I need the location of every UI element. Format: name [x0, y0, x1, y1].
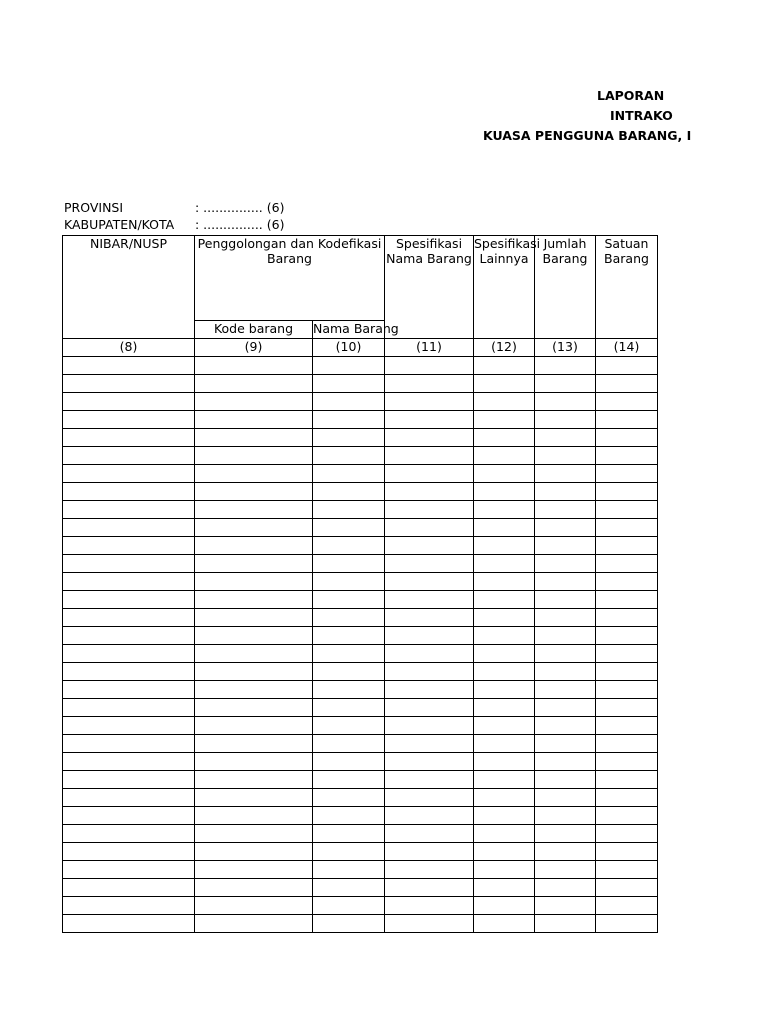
table-cell[interactable]: [63, 735, 195, 753]
table-cell[interactable]: [474, 879, 535, 897]
table-cell[interactable]: [535, 645, 596, 663]
table-cell[interactable]: [596, 843, 658, 861]
table-cell[interactable]: [63, 429, 195, 447]
table-cell[interactable]: [474, 501, 535, 519]
table-cell[interactable]: [385, 411, 474, 429]
table-cell[interactable]: [313, 915, 385, 933]
table-cell[interactable]: [63, 753, 195, 771]
table-cell[interactable]: [474, 717, 535, 735]
kabupaten-label: KABUPATEN/KOTA: [64, 217, 175, 232]
table-cell[interactable]: [195, 393, 313, 411]
table-row: [63, 771, 658, 789]
table-cell[interactable]: [313, 483, 385, 501]
table-row: [63, 447, 658, 465]
table-row: [63, 573, 658, 591]
table-cell[interactable]: [63, 861, 195, 879]
column-number: (9): [195, 339, 313, 357]
table-cell[interactable]: [535, 393, 596, 411]
table-cell[interactable]: [535, 591, 596, 609]
table-cell[interactable]: [63, 501, 195, 519]
table-cell[interactable]: [63, 699, 195, 717]
inventory-table: [62, 235, 658, 933]
table-cell[interactable]: [474, 825, 535, 843]
table-cell[interactable]: [313, 753, 385, 771]
header-jumlah: Jumlah Barang: [535, 236, 596, 339]
table-cell[interactable]: [535, 555, 596, 573]
table-cell[interactable]: [313, 897, 385, 915]
table-cell[interactable]: [195, 537, 313, 555]
table-cell[interactable]: [535, 897, 596, 915]
table-cell[interactable]: [535, 753, 596, 771]
table-cell[interactable]: [385, 915, 474, 933]
table-cell[interactable]: [596, 375, 658, 393]
table-cell[interactable]: [313, 645, 385, 663]
provinsi-label: PROVINSI: [64, 200, 124, 215]
column-number: (8): [63, 339, 195, 357]
table-cell[interactable]: [385, 717, 474, 735]
table-cell[interactable]: [313, 537, 385, 555]
table-cell[interactable]: [596, 825, 658, 843]
column-number: (10): [313, 339, 385, 357]
table-cell[interactable]: [195, 645, 313, 663]
table-cell[interactable]: [385, 879, 474, 897]
table-cell[interactable]: [313, 627, 385, 645]
table-cell[interactable]: [313, 447, 385, 465]
table-row: [63, 537, 658, 555]
table-cell[interactable]: [535, 879, 596, 897]
table-cell[interactable]: [596, 465, 658, 483]
table-cell[interactable]: [535, 699, 596, 717]
table-cell[interactable]: [474, 681, 535, 699]
table-cell[interactable]: [63, 663, 195, 681]
table-row: [63, 843, 658, 861]
table-cell[interactable]: [63, 897, 195, 915]
table-cell[interactable]: [195, 555, 313, 573]
table-cell[interactable]: [474, 555, 535, 573]
table-cell[interactable]: [313, 861, 385, 879]
table-cell[interactable]: [385, 555, 474, 573]
table-cell[interactable]: [535, 915, 596, 933]
table-cell[interactable]: [63, 825, 195, 843]
table-cell[interactable]: [63, 411, 195, 429]
table-cell[interactable]: [596, 447, 658, 465]
table-cell[interactable]: [63, 537, 195, 555]
table-cell[interactable]: [535, 609, 596, 627]
table-cell[interactable]: [313, 807, 385, 825]
table-cell[interactable]: [63, 879, 195, 897]
table-row: [63, 357, 658, 375]
table-cell[interactable]: [63, 573, 195, 591]
table-cell[interactable]: [535, 501, 596, 519]
table-cell[interactable]: [195, 375, 313, 393]
table-cell[interactable]: [195, 411, 313, 429]
table-cell[interactable]: [474, 843, 535, 861]
report-title-line2: INTRAKO: [610, 108, 673, 123]
table-cell[interactable]: [474, 609, 535, 627]
table-cell[interactable]: [474, 393, 535, 411]
header-nibar: NIBAR/NUSP: [63, 236, 195, 339]
table-cell[interactable]: [596, 483, 658, 501]
table-cell[interactable]: [385, 609, 474, 627]
table-cell[interactable]: [474, 663, 535, 681]
table-cell[interactable]: [313, 735, 385, 753]
table-cell[interactable]: [195, 681, 313, 699]
table-cell[interactable]: [385, 843, 474, 861]
table-cell[interactable]: [385, 897, 474, 915]
table-cell[interactable]: [63, 393, 195, 411]
table-cell[interactable]: [596, 357, 658, 375]
report-title-line3: KUASA PENGGUNA BARANG, I: [483, 128, 692, 143]
table-cell[interactable]: [596, 663, 658, 681]
table-cell[interactable]: [474, 771, 535, 789]
table-cell[interactable]: [195, 627, 313, 645]
table-row: [63, 825, 658, 843]
header-row: [63, 236, 658, 321]
table-cell[interactable]: [385, 465, 474, 483]
table-cell[interactable]: [474, 375, 535, 393]
table-cell[interactable]: [313, 789, 385, 807]
table-cell[interactable]: [474, 699, 535, 717]
table-cell[interactable]: [63, 519, 195, 537]
table-cell[interactable]: [535, 429, 596, 447]
table-cell[interactable]: [596, 861, 658, 879]
table-row: [63, 753, 658, 771]
table-cell[interactable]: [313, 717, 385, 735]
table-cell[interactable]: [385, 393, 474, 411]
table-cell[interactable]: [195, 825, 313, 843]
table-cell[interactable]: [474, 465, 535, 483]
table-cell[interactable]: [474, 429, 535, 447]
table-cell[interactable]: [195, 447, 313, 465]
table-cell[interactable]: [385, 771, 474, 789]
table-row: [63, 645, 658, 663]
table-cell[interactable]: [596, 681, 658, 699]
table-cell[interactable]: [474, 897, 535, 915]
table-cell[interactable]: [474, 519, 535, 537]
table-row: [63, 375, 658, 393]
table-cell[interactable]: [535, 717, 596, 735]
table-cell[interactable]: [195, 501, 313, 519]
header-spesifikasi-nama: Spesifikasi Nama Barang: [385, 236, 474, 339]
table-cell[interactable]: [474, 735, 535, 753]
table-row: [63, 627, 658, 645]
table-cell[interactable]: [313, 429, 385, 447]
table-row: [63, 681, 658, 699]
table-cell[interactable]: [313, 663, 385, 681]
table-row: [63, 861, 658, 879]
table-cell[interactable]: [195, 519, 313, 537]
table-cell[interactable]: [63, 483, 195, 501]
header-penggolongan: Penggolongan dan Kodefikasi Barang: [195, 236, 385, 321]
table-cell[interactable]: [195, 735, 313, 753]
table-cell[interactable]: [474, 591, 535, 609]
table-cell[interactable]: [195, 753, 313, 771]
table-cell[interactable]: [596, 411, 658, 429]
table-cell[interactable]: [535, 519, 596, 537]
table-cell[interactable]: [535, 573, 596, 591]
table-cell[interactable]: [535, 357, 596, 375]
table-cell[interactable]: [195, 609, 313, 627]
table-cell[interactable]: [596, 717, 658, 735]
table-cell[interactable]: [535, 627, 596, 645]
table-cell[interactable]: [474, 915, 535, 933]
column-number: (12): [474, 339, 535, 357]
table-cell[interactable]: [596, 519, 658, 537]
provinsi-value: : ............... (6): [195, 200, 285, 215]
table-cell[interactable]: [63, 357, 195, 375]
table-cell[interactable]: [385, 591, 474, 609]
table-row: [63, 915, 658, 933]
table-row: [63, 555, 658, 573]
table-cell[interactable]: [313, 573, 385, 591]
table-cell[interactable]: [474, 753, 535, 771]
table-cell[interactable]: [63, 375, 195, 393]
table-cell[interactable]: [596, 627, 658, 645]
table-cell[interactable]: [474, 807, 535, 825]
table-cell[interactable]: [63, 645, 195, 663]
table-cell[interactable]: [195, 699, 313, 717]
table-cell[interactable]: [195, 573, 313, 591]
table-cell[interactable]: [474, 411, 535, 429]
table-cell[interactable]: [535, 825, 596, 843]
table-cell[interactable]: [535, 843, 596, 861]
header-nama-barang: Nama Barang: [313, 321, 385, 339]
table-row: [63, 591, 658, 609]
table-cell[interactable]: [195, 861, 313, 879]
table-cell[interactable]: [63, 609, 195, 627]
table-cell[interactable]: [385, 825, 474, 843]
table-cell[interactable]: [63, 591, 195, 609]
table-cell[interactable]: [63, 555, 195, 573]
table-cell[interactable]: [385, 735, 474, 753]
table-cell[interactable]: [385, 753, 474, 771]
table-cell[interactable]: [596, 501, 658, 519]
table-row: [63, 699, 658, 717]
table-cell[interactable]: [195, 879, 313, 897]
table-cell[interactable]: [63, 789, 195, 807]
table-row: [63, 483, 658, 501]
table-cell[interactable]: [596, 537, 658, 555]
table-cell[interactable]: [596, 753, 658, 771]
table-cell[interactable]: [385, 501, 474, 519]
table-cell[interactable]: [596, 591, 658, 609]
table-cell[interactable]: [535, 807, 596, 825]
table-row: [63, 879, 658, 897]
table-cell[interactable]: [63, 915, 195, 933]
table-cell[interactable]: [195, 897, 313, 915]
kabupaten-value: : ............... (6): [195, 217, 285, 232]
table-cell[interactable]: [63, 465, 195, 483]
table-row: [63, 663, 658, 681]
table-row: [63, 897, 658, 915]
table-cell[interactable]: [474, 537, 535, 555]
table-row: [63, 429, 658, 447]
table-cell[interactable]: [596, 879, 658, 897]
column-number: (11): [385, 339, 474, 357]
table-cell[interactable]: [385, 483, 474, 501]
table-cell[interactable]: [596, 915, 658, 933]
table-cell[interactable]: [474, 627, 535, 645]
table-cell[interactable]: [313, 519, 385, 537]
header-spesifikasi-lainnya: Spesifikasi Lainnya: [474, 236, 535, 339]
table-cell[interactable]: [63, 681, 195, 699]
table-cell[interactable]: [195, 483, 313, 501]
table-cell[interactable]: [385, 645, 474, 663]
table-cell[interactable]: [313, 411, 385, 429]
table-cell[interactable]: [313, 825, 385, 843]
table-cell[interactable]: [313, 393, 385, 411]
table-cell[interactable]: [313, 771, 385, 789]
column-number-row: [63, 339, 658, 357]
table-cell[interactable]: [313, 609, 385, 627]
table-cell[interactable]: [535, 771, 596, 789]
table-cell[interactable]: [195, 591, 313, 609]
table-cell[interactable]: [313, 501, 385, 519]
table-cell[interactable]: [474, 447, 535, 465]
table-cell[interactable]: [385, 699, 474, 717]
table-row: [63, 465, 658, 483]
table-cell[interactable]: [535, 465, 596, 483]
table-cell[interactable]: [63, 447, 195, 465]
table-cell[interactable]: [535, 411, 596, 429]
table-row: [63, 807, 658, 825]
table-cell[interactable]: [474, 645, 535, 663]
table-cell[interactable]: [313, 699, 385, 717]
table-cell[interactable]: [385, 375, 474, 393]
table-cell[interactable]: [474, 573, 535, 591]
table-cell[interactable]: [535, 789, 596, 807]
table-row: [63, 735, 658, 753]
table-cell[interactable]: [385, 681, 474, 699]
table-cell[interactable]: [535, 861, 596, 879]
table-row: [63, 519, 658, 537]
table-cell[interactable]: [385, 357, 474, 375]
table-cell[interactable]: [474, 861, 535, 879]
table-cell[interactable]: [474, 357, 535, 375]
table-cell[interactable]: [385, 573, 474, 591]
table-row: [63, 609, 658, 627]
table-cell[interactable]: [313, 465, 385, 483]
table-cell[interactable]: [596, 807, 658, 825]
table-cell[interactable]: [535, 483, 596, 501]
report-title-line1: LAPORAN: [597, 88, 665, 103]
table-row: [63, 501, 658, 519]
table-cell[interactable]: [474, 483, 535, 501]
table-cell[interactable]: [596, 393, 658, 411]
table-cell[interactable]: [63, 843, 195, 861]
table-cell[interactable]: [385, 789, 474, 807]
table-cell[interactable]: [535, 735, 596, 753]
table-cell[interactable]: [596, 609, 658, 627]
table-cell[interactable]: [385, 861, 474, 879]
table-cell[interactable]: [63, 807, 195, 825]
table-cell[interactable]: [596, 789, 658, 807]
table-row: [63, 393, 658, 411]
table-cell[interactable]: [313, 879, 385, 897]
table-cell[interactable]: [596, 771, 658, 789]
table-cell[interactable]: [535, 375, 596, 393]
table-cell[interactable]: [596, 897, 658, 915]
table-cell[interactable]: [596, 699, 658, 717]
table-cell[interactable]: [385, 627, 474, 645]
table-row: [63, 789, 658, 807]
table-cell[interactable]: [385, 807, 474, 825]
table-cell[interactable]: [313, 375, 385, 393]
table-cell[interactable]: [535, 537, 596, 555]
table-cell[interactable]: [535, 663, 596, 681]
table-cell[interactable]: [385, 447, 474, 465]
table-cell[interactable]: [63, 771, 195, 789]
table-cell[interactable]: [313, 681, 385, 699]
table-cell[interactable]: [385, 663, 474, 681]
table-cell[interactable]: [195, 465, 313, 483]
header-kode-barang: Kode barang: [195, 321, 313, 339]
table-cell[interactable]: [596, 645, 658, 663]
header-satuan: Satuan Barang: [596, 236, 658, 339]
table-cell[interactable]: [195, 843, 313, 861]
column-number: (13): [535, 339, 596, 357]
table-cell[interactable]: [195, 717, 313, 735]
table-cell[interactable]: [195, 807, 313, 825]
table-cell[interactable]: [535, 447, 596, 465]
table-row: [63, 717, 658, 735]
table-cell[interactable]: [63, 627, 195, 645]
table-cell[interactable]: [474, 789, 535, 807]
table-cell[interactable]: [596, 573, 658, 591]
table-cell[interactable]: [313, 591, 385, 609]
table-cell[interactable]: [313, 357, 385, 375]
table-cell[interactable]: [195, 429, 313, 447]
table-cell[interactable]: [385, 429, 474, 447]
table-cell[interactable]: [596, 555, 658, 573]
table-cell[interactable]: [385, 519, 474, 537]
column-number: (14): [596, 339, 658, 357]
table-cell[interactable]: [313, 555, 385, 573]
table-cell[interactable]: [596, 429, 658, 447]
table-row: [63, 411, 658, 429]
table-cell[interactable]: [535, 681, 596, 699]
table-cell[interactable]: [596, 735, 658, 753]
table-cell[interactable]: [195, 663, 313, 681]
table-cell[interactable]: [195, 789, 313, 807]
table-cell[interactable]: [195, 771, 313, 789]
table-cell[interactable]: [313, 843, 385, 861]
table-cell[interactable]: [385, 537, 474, 555]
table-cell[interactable]: [195, 915, 313, 933]
table-cell[interactable]: [63, 717, 195, 735]
table-cell[interactable]: [195, 357, 313, 375]
